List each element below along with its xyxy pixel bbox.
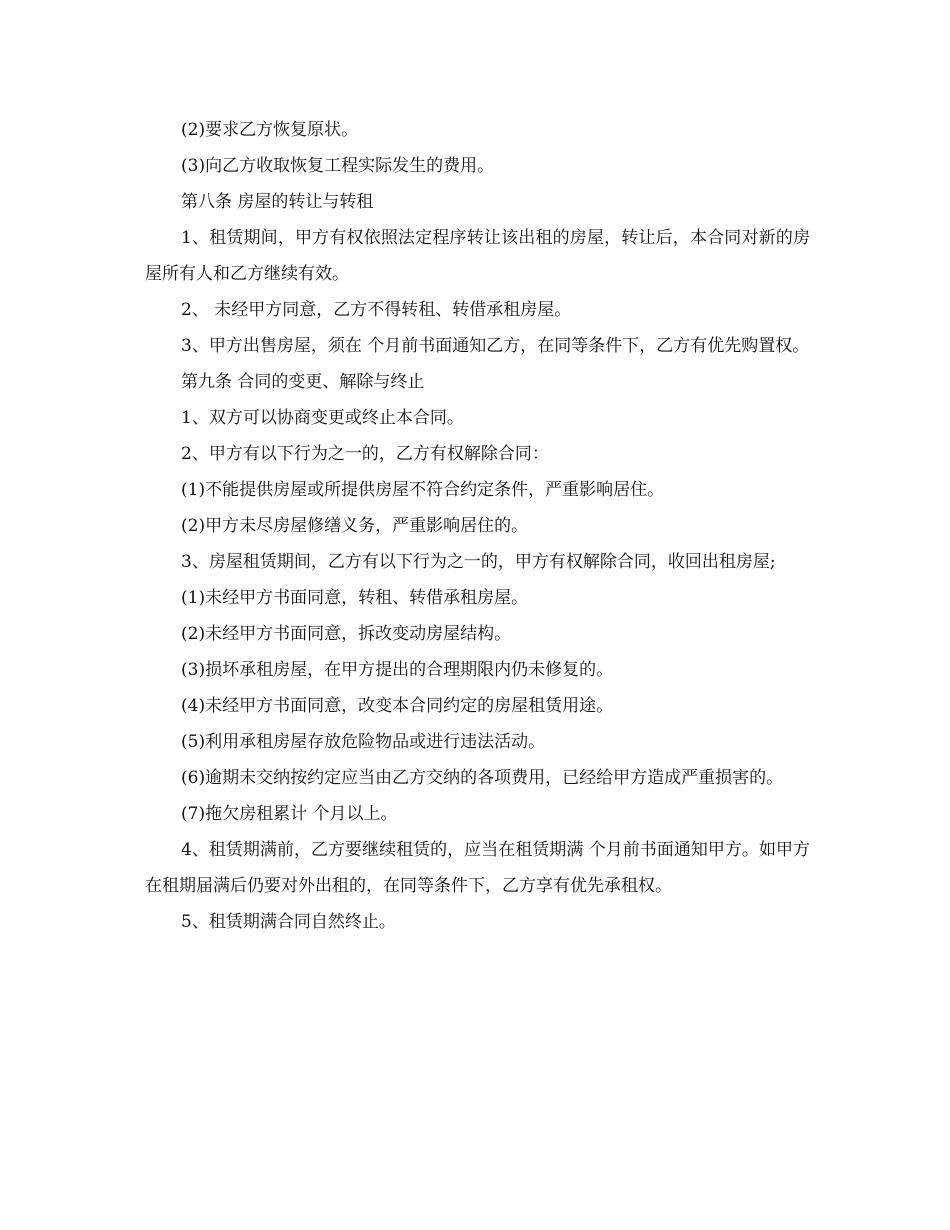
article-9-item-3-sub-7: (7)拖欠房租累计 个月以上。 xyxy=(181,804,398,824)
article-9-heading: 第九条 合同的变更、解除与终止 xyxy=(181,372,425,392)
article-9-item-2: 2、甲方有以下行为之一的，乙方有权解除合同： xyxy=(181,444,549,464)
article-8-heading: 第八条 房屋的转让与转租 xyxy=(181,192,374,212)
article-9-item-1: 1、双方可以协商变更或终止本合同。 xyxy=(181,408,464,428)
article-9-item-3: 3、房屋租赁期间，乙方有以下行为之一的，甲方有权解除合同，收回出租房屋; xyxy=(181,552,776,572)
article-8-item-1: 1、租赁期间，甲方有权依照法定程序转让该出租的房屋，转让后，本合同对新的房屋所有人和乙方继续有效。 xyxy=(145,228,810,284)
article-9-item-3-sub-5: (5)利用承租房屋存放危险物品或进行违法活动。 xyxy=(181,732,546,752)
article-9-item-3-sub-3: (3)损坏承租房屋，在甲方提出的合理期限内仍未修复的。 xyxy=(181,660,614,680)
article-9-item-4: 4、租赁期满前，乙方要继续租赁的，应当在租赁期满 个月前书面通知甲方。如甲方在租期届满后仍要对外出租的，在同等条件下，乙方享有优先承租权。 xyxy=(145,840,810,896)
article-9-item-2-sub-2: (2)甲方未尽房屋修缮义务，严重影响居住的。 xyxy=(181,516,529,536)
article-9-item-3-sub-6: (6)逾期未交纳按约定应当由乙方交纳的各项费用，已经给甲方造成严重损害的。 xyxy=(181,768,784,788)
document-body xyxy=(145,112,810,940)
clause-7-item-3: (3)向乙方收取恢复工程实际发生的费用。 xyxy=(181,156,495,176)
article-9-item-2-sub-1: (1)不能提供房屋或所提供房屋不符合约定条件，严重影响居住。 xyxy=(181,480,665,500)
article-8-item-2: 2、 未经甲方同意，乙方不得转租、转借承租房屋。 xyxy=(181,300,572,320)
article-9-item-3-sub-1: (1)未经甲方书面同意，转租、转借承租房屋。 xyxy=(181,588,529,608)
article-9-item-3-sub-2: (2)未经甲方书面同意，拆改变动房屋结构。 xyxy=(181,624,512,644)
article-9-item-5: 5、租赁期满合同自然终止。 xyxy=(181,912,396,932)
article-9-item-3-sub-4: (4)未经甲方书面同意，改变本合同约定的房屋租赁用途。 xyxy=(181,696,614,716)
article-8-item-3: 3、甲方出售房屋，须在 个月前书面通知乙方，在同等条件下，乙方有优先购置权。 xyxy=(181,336,810,356)
clause-7-item-2: (2)要求乙方恢复原状。 xyxy=(181,120,359,140)
